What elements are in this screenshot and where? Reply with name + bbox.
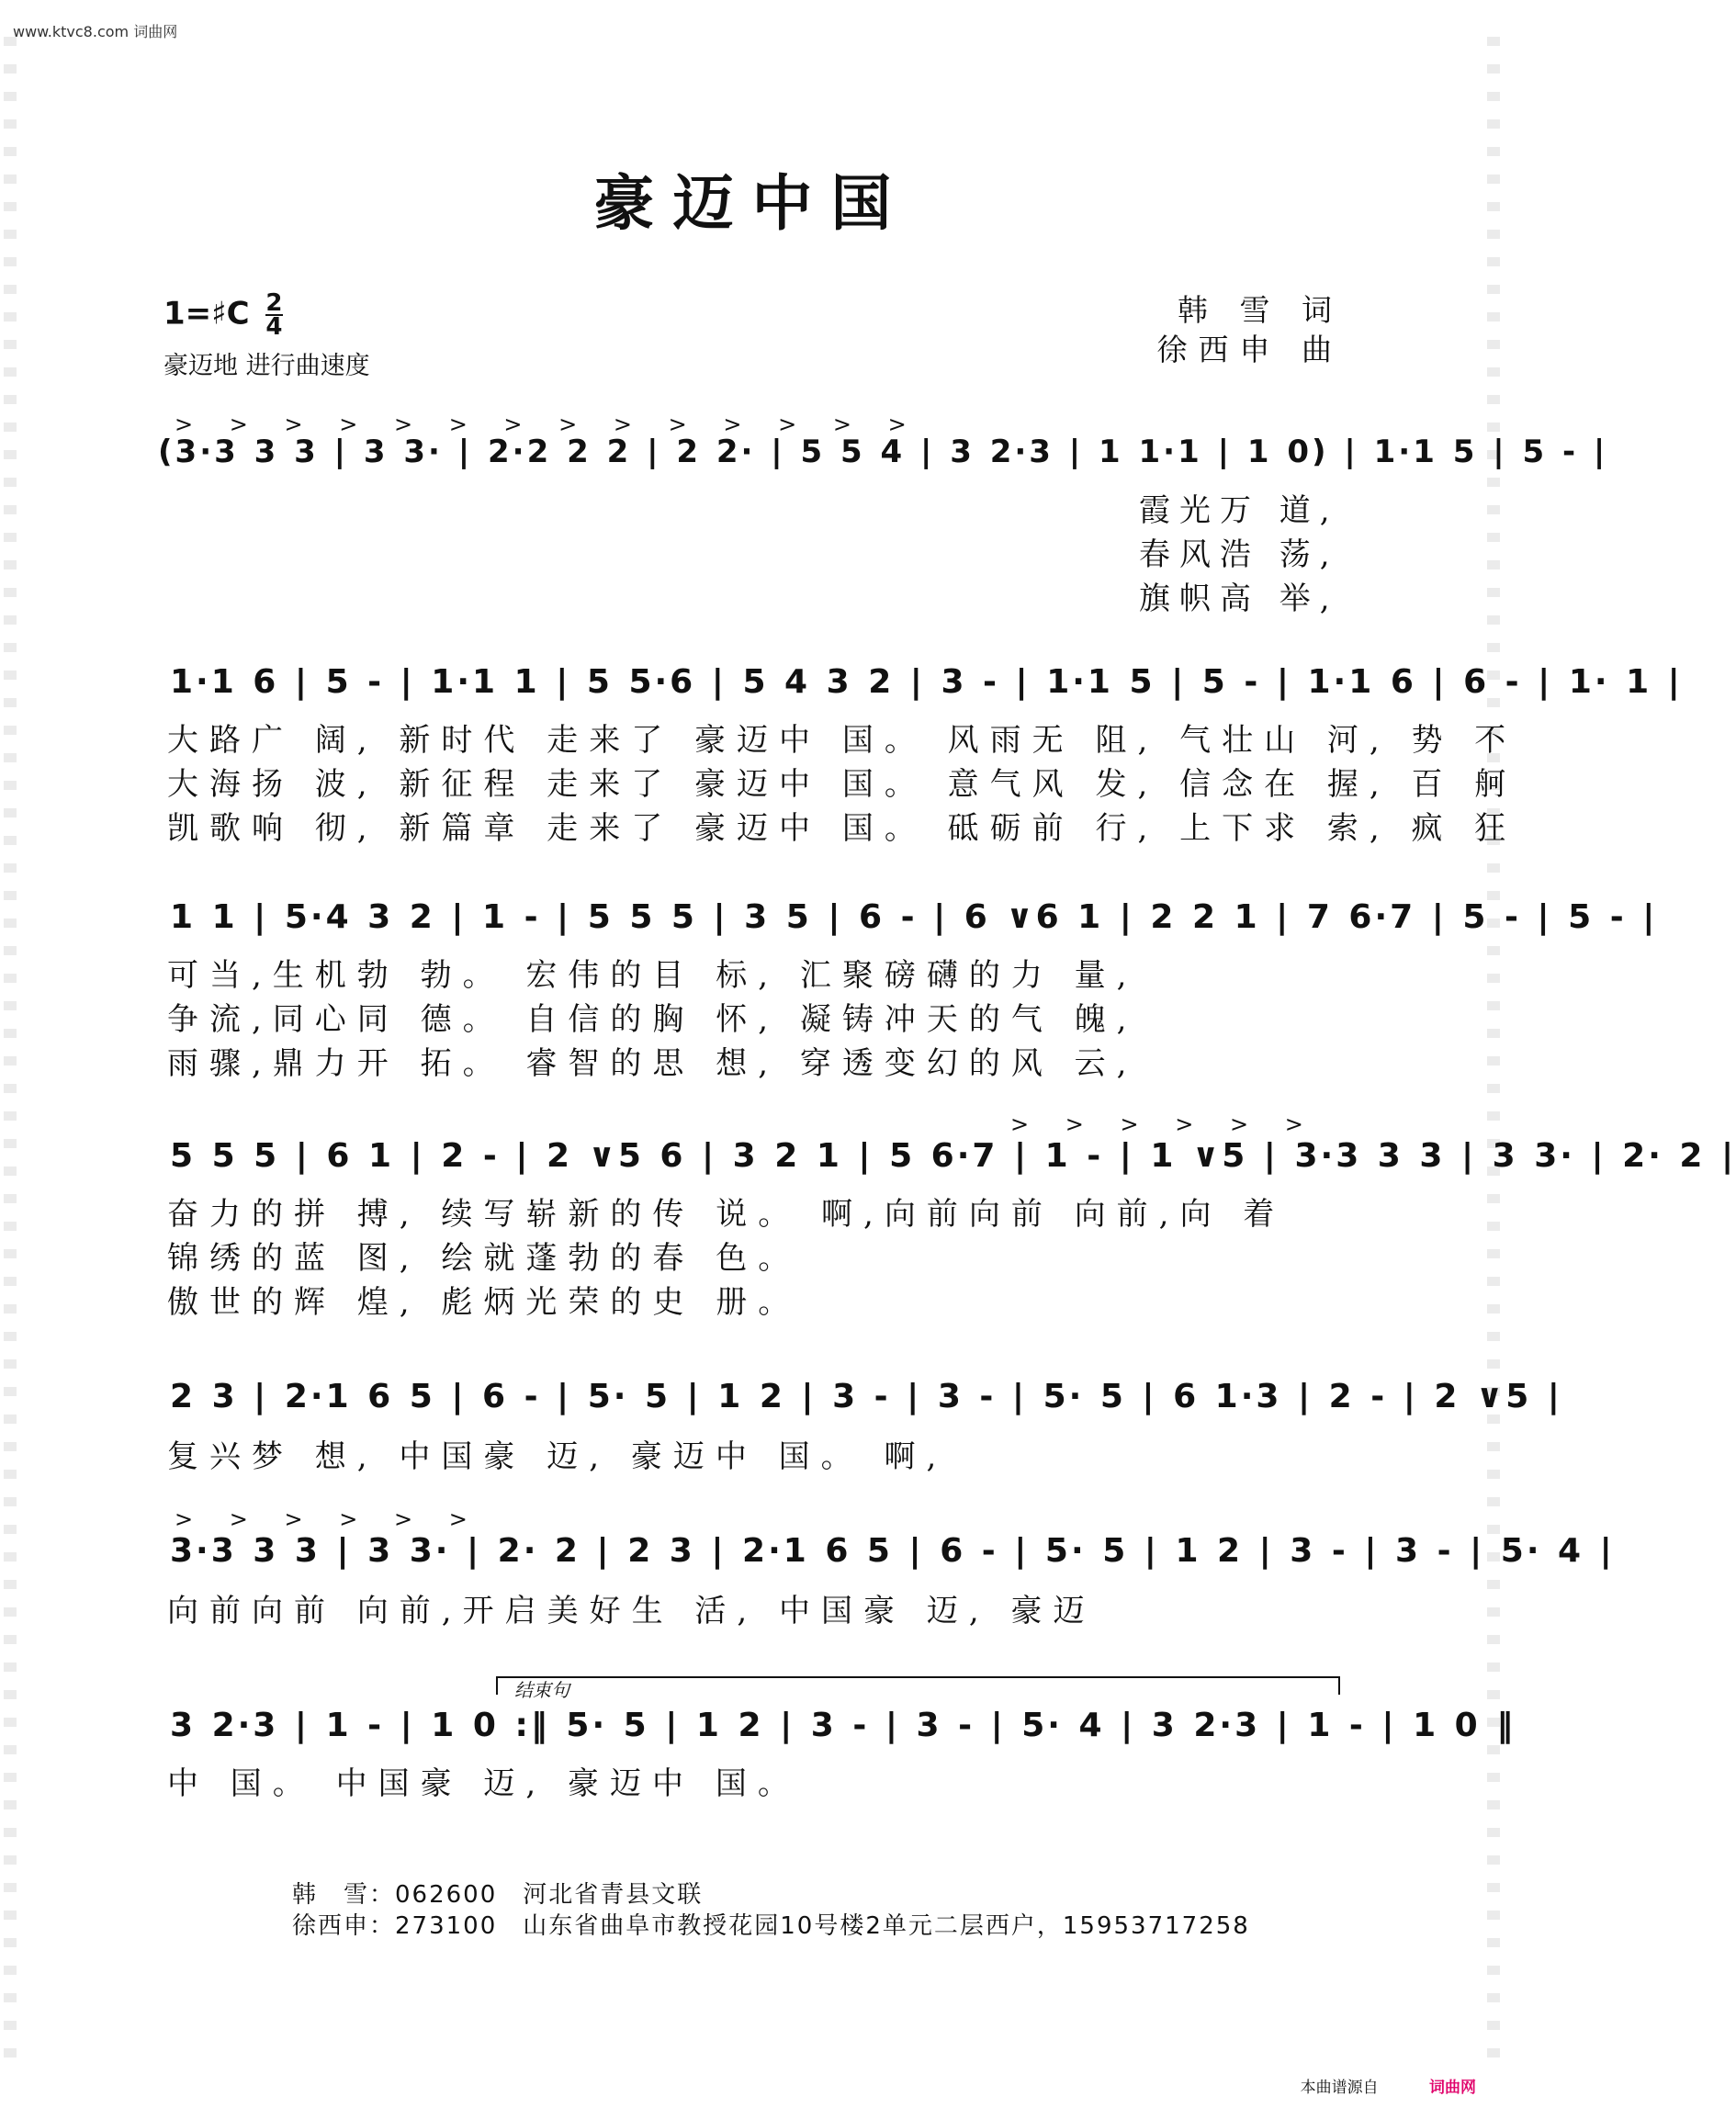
key-signature-text: 1=♯C [163,295,250,333]
lyric-line: 锦绣的蓝 图, 绘就蓬勃的春 色。 [167,1240,801,1277]
lyric-line: 大路广 阔, 新时代 走来了 豪迈中 国。 风雨无 阻, 气壮山 河, 势 不 [167,722,1517,759]
left-margin-watermark [4,37,17,2071]
notation-line: 1 1 | 5·4 3 2 | 1 - | 5 5 5 | 3 5 | 6 - | 6 ∨6 1 | 2 2 1 | 7 6·7 | 5 - | 5 - | [170,898,1658,936]
notation-line: 1·1 6 | 5 - | 1·1 1 | 5 5·6 | 5 4 3 2 | 3 - | 1·1 5 | 5 - | 1·1 6 | 6 - | 1· 1 | [170,663,1683,701]
page-title: 豪迈中国 [593,167,910,239]
notation-line: 3·3 3 3 | 3 3· | 2· 2 | 2 3 | 2·1 6 5 | 6 - | 5· 5 | 1 2 | 3 - | 3 - | 5· 4 | [170,1532,1615,1570]
tempo-marking: 豪迈地 进行曲速度 [163,352,370,380]
lyric-line: 旗帜高 举, [1139,581,1339,617]
source-note [1301,2074,1476,2097]
time-signature [265,289,283,341]
right-margin-watermark [1487,37,1500,2071]
lyricist-credit: 韩 雪 词 [1178,292,1343,328]
lyric-line: 可当,生机勃 勃。 宏伟的目 标, 汇聚磅礴的力 量, [167,957,1138,994]
lyric-line: 奋力的拼 搏, 续写崭新的传 说。 啊,向前向前 向前,向 着 [167,1196,1286,1233]
notation-line: 2 3 | 2·1 6 5 | 6 - | 5· 5 | 1 2 | 3 - | 3 - | 5· 5 | 6 1·3 | 2 - | 2 ∨5 | [170,1378,1562,1415]
accent-marks: > > > > > > [1010,1111,1318,1137]
time-signature-bottom: 4 [265,313,283,341]
lyric-line: 春风浩 荡, [1139,536,1339,573]
time-signature-top: 2 [265,289,283,317]
lyric-line: 大海扬 波, 新征程 走来了 豪迈中 国。 意气风 发, 信念在 握, 百 舸 [167,766,1517,803]
notation-line: 5 5 5 | 6 1 | 2 - | 2 ∨5 6 | 3 2 1 | 5 6·7 | 1 - | 1 ∨5 | 3·3 3 3 | 3 3· | 2· 2 | [170,1137,1736,1175]
ending-label: 结束句 [514,1679,569,1701]
lyric-line: 雨骤,鼎力开 拓。 睿智的思 想, 穿透变幻的风 云, [167,1045,1138,1082]
lyric-line: 中 国。 中国豪 迈, 豪迈中 国。 [167,1765,800,1802]
composer-credit: 徐西申 曲 [1156,332,1343,367]
lyric-line: 霞光万 道, [1139,492,1339,529]
ending-bracket [496,1676,1340,1695]
accent-marks: > > > > > > [175,1506,482,1532]
source-note-text: 本曲谱源自 [1300,2079,1379,2097]
lyric-line: 傲世的辉 煌, 彪炳光荣的史 册。 [167,1284,801,1321]
lyric-line: 凯歌响 彻, 新篇章 走来了 豪迈中 国。 砥砺前 行, 上下求 索, 疯 狂 [167,810,1517,847]
notation-line: 3 2·3 | 1 - | 1 0 :‖ 5· 5 | 1 2 | 3 - | 3 - | 5· 4 | 3 2·3 | 1 - | 1 0 ‖ [170,1707,1516,1744]
contact-line: 韩 雪：062600 河北省青县文联 [292,1881,704,1909]
contact-line: 徐西申：273100 山东省曲阜市教授花园10号楼2单元二层西户，15953717258 [292,1912,1250,1940]
lyric-line: 向前向前 向前,开启美好生 活, 中国豪 迈, 豪迈 [167,1593,1096,1629]
lyric-line: 复兴梦 想, 中国豪 迈, 豪迈中 国。 啊, [167,1438,948,1475]
lyric-line: 争流,同心同 德。 自信的胸 怀, 凝铸冲天的气 魄, [167,1001,1138,1038]
source-site: www.ktvc8.com 词曲网 [13,23,178,40]
notation-line: (3·3 3 3 | 3 3· | 2·2 2 2 | 2 2· | 5 5 4 | 3 2·3 | 1 1·1 | 1 0) | 1·1 5 | 5 - | [158,434,1608,470]
brand-link[interactable]: 词曲网 [1429,2079,1476,2097]
accent-marks: > > > > > > > > > > > > > > [175,411,921,437]
key-signature [163,289,283,341]
